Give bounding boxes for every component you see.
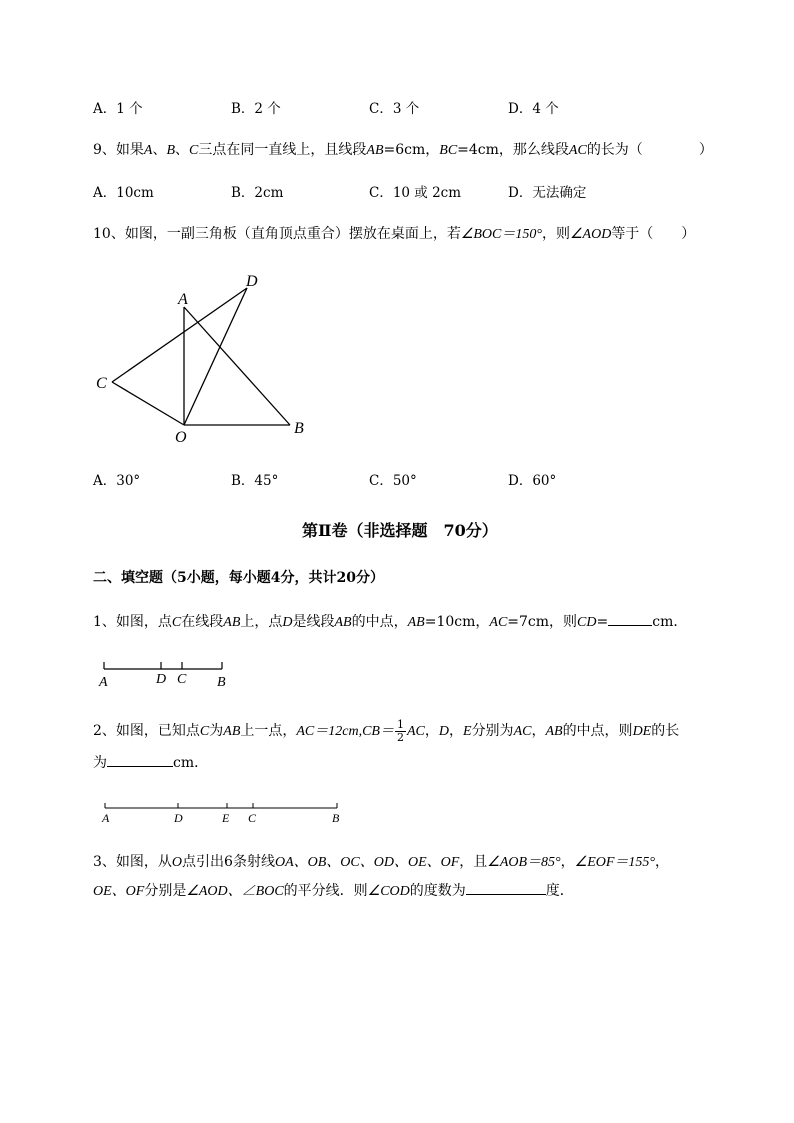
math-expression: ∠EOF＝155°: [574, 855, 656, 870]
fill-question-1: [93, 611, 687, 633]
question-number: 1、: [93, 614, 116, 630]
text: 上，点: [240, 614, 283, 630]
label-c: C: [177, 672, 187, 687]
segment-ab: [184, 307, 290, 425]
question-9: [93, 140, 713, 161]
q9-option-d: D．无法确定: [508, 185, 587, 201]
math-expression: OE、OF: [93, 884, 145, 899]
var: BC: [439, 143, 458, 158]
segment-od: [184, 288, 247, 425]
question-number: 2、: [93, 723, 116, 739]
var: AB: [223, 724, 241, 739]
math-expression: ∠BOC＝150°: [460, 227, 542, 242]
math-expression: ∠AOD: [569, 227, 612, 242]
var: C: [189, 143, 199, 158]
fraction: [395, 719, 406, 744]
var: AB: [407, 615, 425, 630]
text: ，: [560, 854, 575, 870]
answer-blank: [107, 752, 173, 767]
label-d: D: [156, 672, 167, 687]
section-heading: 二、填空题（5小题，每小题4分，共计20分）: [93, 570, 384, 586]
answer-blank: [466, 880, 546, 895]
text: 等于（ ）: [611, 226, 696, 242]
text: =: [596, 614, 609, 630]
triangle-figure: [90, 265, 320, 450]
text: 分别为: [471, 723, 514, 739]
q10-option-b: B．45°: [231, 473, 279, 489]
text: 是线段: [292, 614, 335, 630]
var: D: [438, 724, 449, 739]
numerator: 1: [396, 717, 404, 731]
var: DE: [632, 724, 652, 739]
math-expression: OA、OB、OC、OD、OE、OF: [274, 855, 460, 870]
question-number: 10、: [93, 226, 125, 242]
label-b: B: [332, 811, 340, 825]
var: AC: [568, 143, 587, 158]
fill-question-2: [93, 717, 679, 746]
q10-option-c: C．50°: [369, 473, 417, 489]
fill-question-3-line2: [93, 880, 574, 902]
var: D: [282, 615, 293, 630]
text: ）: [698, 142, 713, 158]
text: 如果: [115, 142, 144, 158]
math-expression: ∠AOB＝85°: [487, 855, 561, 870]
var: C: [171, 615, 182, 630]
var: C: [199, 724, 210, 739]
text: 、: [175, 142, 190, 158]
var: CD: [577, 615, 597, 630]
text: 的平分线．则: [283, 883, 368, 899]
text: 三点在同一直线上，且线段: [198, 142, 367, 158]
text: ，: [424, 723, 439, 739]
label-b: B: [294, 420, 304, 437]
text: ，: [531, 723, 546, 739]
label-c: C: [248, 811, 257, 825]
label-b: B: [217, 675, 226, 690]
var: AC: [489, 615, 508, 630]
text: 度．: [545, 883, 574, 899]
question-number: 3、: [93, 854, 116, 870]
text: cm．: [652, 614, 688, 630]
fill-question-3: [93, 852, 669, 873]
var: E: [463, 724, 472, 739]
text: =4cm，那么线段: [457, 142, 569, 158]
text: 的中点，: [351, 614, 408, 630]
q8-option-b: B．2 个: [231, 101, 281, 117]
label-d: D: [174, 811, 183, 825]
label-a: A: [178, 291, 188, 308]
text: 如图，从: [115, 854, 172, 870]
var: AB: [366, 143, 384, 158]
text: 为: [209, 723, 224, 739]
segment-figure-1: [95, 655, 245, 690]
segment-co: [112, 382, 184, 425]
math-expression: AC: [406, 724, 425, 739]
denominator: 2: [396, 730, 404, 744]
text: ，则: [541, 226, 570, 242]
text: 的长: [651, 723, 680, 739]
q8-option-a: A．1 个: [93, 101, 143, 117]
text: 分别是: [144, 883, 187, 899]
text: ，: [449, 723, 463, 739]
q9-option-b: B．2cm: [231, 185, 284, 201]
label-o: O: [175, 429, 187, 446]
var: AB: [223, 615, 241, 630]
label-d: D: [246, 273, 258, 290]
part-2-title: 第Ⅱ卷（非选择题 70分）: [302, 521, 498, 540]
var: AB: [334, 615, 352, 630]
text: 的长为（: [586, 142, 643, 158]
answer-blank: [608, 611, 652, 626]
text: 在线段: [181, 614, 224, 630]
fill-question-2-line2: [93, 752, 208, 773]
text: cm．: [173, 755, 209, 771]
question-number: 9、: [93, 142, 116, 158]
math-expression: ∠AOD、∠BOC: [186, 884, 284, 899]
text: =7cm，则: [507, 614, 578, 630]
q8-option-c: C．3 个: [369, 101, 420, 117]
text: 、: [152, 142, 167, 158]
q9-option-a: A．10cm: [93, 185, 154, 201]
label-c: C: [96, 375, 107, 392]
text: 为: [93, 755, 107, 771]
q9-option-c: C．10 或 2cm: [369, 185, 462, 201]
text: 的中点，则: [562, 723, 633, 739]
text: ，且: [459, 854, 488, 870]
text: 的度数为: [409, 883, 466, 899]
label-a: A: [99, 675, 108, 690]
label-a: A: [102, 811, 110, 825]
text: =10cm，: [424, 614, 490, 630]
q10-option-a: A．30°: [93, 473, 141, 489]
var: A: [143, 143, 153, 158]
math-expression: AC＝12cm,CB＝: [296, 724, 394, 739]
math-expression: ∠COD: [367, 884, 410, 899]
text: 如图，点: [115, 614, 172, 630]
segment-figure-2: [97, 798, 347, 828]
var: AB: [545, 724, 563, 739]
q10-option-d: D．60°: [508, 473, 557, 489]
text: 上一点，: [240, 723, 297, 739]
var: O: [171, 855, 183, 870]
question-10: [93, 224, 695, 245]
var: AC: [513, 724, 532, 739]
label-e: E: [222, 811, 230, 825]
text: =6cm，: [383, 142, 440, 158]
text: 如图，一副三角板（直角顶点重合）摆放在桌面上，若: [124, 226, 461, 242]
text: ，: [655, 854, 670, 870]
var: B: [166, 143, 176, 158]
text: 点引出6条射线: [182, 854, 275, 870]
q8-option-d: D．4 个: [508, 101, 559, 117]
text: 如图，已知点: [115, 723, 200, 739]
